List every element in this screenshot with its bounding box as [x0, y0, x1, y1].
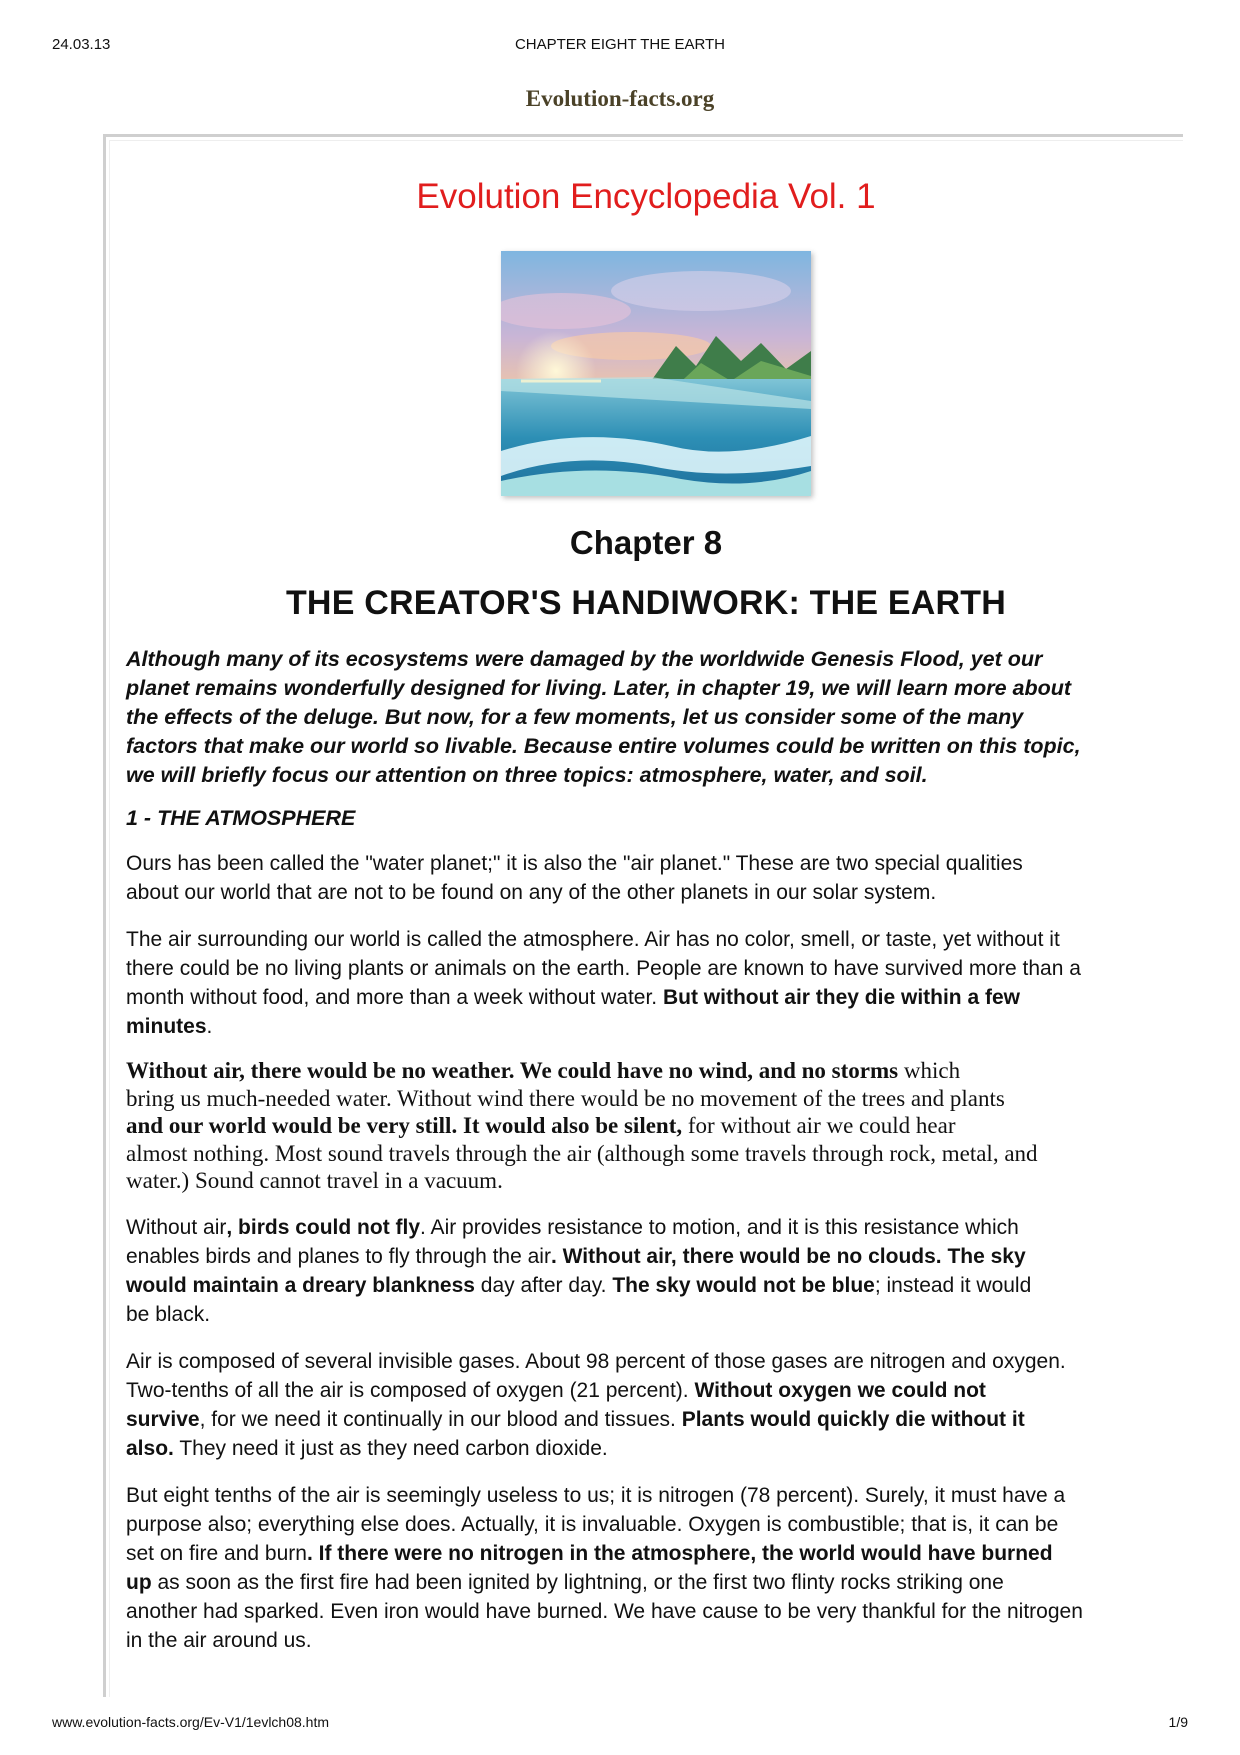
text: water.) Sound cannot travel in a vacuum. — [126, 1168, 503, 1193]
chapter-title: THE CREATOR'S HANDIWORK: THE EARTH — [285, 584, 1007, 622]
seascape-painting-image — [501, 251, 811, 496]
intro-line: Although many of its ecosystems were damaged by the worldwide Genesis Flood, yet our — [126, 647, 1043, 671]
chapter-intro — [126, 645, 1183, 790]
emphasis: . If there were no nitrogen in the atmosphere, the world would have burned — [306, 1541, 1053, 1565]
intro-line: planet remains wonderfully designed for living. Later, in chapter 19, we will learn more about — [126, 676, 1072, 700]
text: Air is composed of several invisible gases. About 98 percent of those gases are nitrogen and oxygen. — [126, 1349, 1066, 1373]
paragraph-atmosphere — [126, 925, 1183, 1041]
text: month without food, and more than a week without water. — [126, 986, 663, 1009]
text: which — [898, 1058, 961, 1083]
text: for without air we could hear — [682, 1113, 956, 1138]
text: another had sparked. Even iron would have burned. We have cause to be very thankful for the nitrogen — [126, 1599, 1083, 1623]
paragraph-weather — [126, 1057, 1183, 1195]
text: be black. — [126, 1302, 211, 1326]
print-header-title: CHAPTER EIGHT THE EARTH — [514, 36, 726, 53]
emphasis: up — [126, 1570, 152, 1594]
emphasis: would maintain a dreary blankness — [126, 1273, 475, 1297]
text: ; instead it would — [874, 1273, 1032, 1297]
text: . Air provides resistance to motion, and it is this resistance which — [420, 1215, 1019, 1239]
print-footer-url: www.evolution-facts.org/Ev-V1/1evlch08.htm — [52, 1714, 330, 1730]
text: They need it just as they need carbon dioxide. — [173, 1436, 608, 1460]
text: bring us much-needed water. Without wind there would be no movement of the trees and plants — [126, 1085, 1005, 1111]
chapter-number: Chapter 8 — [569, 524, 723, 561]
paragraph-air-planet — [126, 849, 1183, 907]
print-header-date: 24.03.13 — [52, 36, 111, 53]
intro-line: factors that make our world so livable. Because entire volumes could be written on this topic, — [126, 734, 1081, 758]
intro-line: the effects of the deluge. But now, for a few moments, let us consider some of the many — [126, 705, 1024, 729]
text: in the air around us. — [126, 1628, 312, 1652]
emphasis: Plants would quickly die without it — [681, 1407, 1025, 1431]
paragraph-nitrogen — [126, 1481, 1183, 1655]
text: But eight tenths of the air is seemingly useless to us; it is nitrogen (78 percent). Surely, it must have a — [126, 1483, 1066, 1507]
section-heading-atmosphere: 1 - THE ATMOSPHERE — [126, 806, 356, 830]
paragraph-gases — [126, 1347, 1183, 1463]
text: as soon as the first fire had been ignited by lightning, or the first two flinty rocks striking one — [151, 1570, 1004, 1594]
article-content — [126, 137, 1183, 1655]
emphasis: . Without air, there would be no clouds. The sky — [550, 1244, 1026, 1268]
emphasis: , birds could not fly — [226, 1215, 421, 1239]
print-footer-page-number: 1/9 — [1168, 1714, 1188, 1730]
emphasis: minutes — [126, 1015, 207, 1038]
text: , for we need it continually in our blood and tissues. — [199, 1407, 682, 1431]
text: about our world that are not to be found on any of the other planets in our solar system. — [126, 881, 937, 904]
content-frame — [103, 134, 1183, 1697]
emphasis: Without air, there would be no weather. We could have no wind, and no storms — [126, 1058, 899, 1083]
emphasis: also. — [126, 1436, 174, 1460]
text: enables birds and planes to fly through the air — [126, 1244, 551, 1268]
intro-line: we will briefly focus our attention on three topics: atmosphere, water, and soil. — [126, 763, 928, 787]
text: purpose also; everything else does. Actually, it is invaluable. Oxygen is combustible; that is, it can be — [126, 1512, 1059, 1536]
paragraph-birds — [126, 1213, 1183, 1329]
text: Two-tenths of all the air is composed of oxygen (21 percent). — [126, 1378, 695, 1402]
text: Without air — [126, 1215, 227, 1239]
text: Ours has been called the "water planet;" it is also the "air planet." These are two special qualities — [126, 852, 1023, 875]
text: there could be no living plants or animals on the earth. People are known to have survived more than a — [126, 957, 1081, 980]
emphasis: survive — [126, 1407, 200, 1431]
text: . — [206, 1015, 213, 1038]
site-name-link[interactable]: Evolution-facts.org — [525, 86, 715, 111]
emphasis: Without oxygen we could not — [694, 1378, 986, 1402]
emphasis: The sky would not be blue — [612, 1273, 875, 1297]
text: set on fire and burn — [126, 1541, 307, 1565]
encyclopedia-title: Evolution Encyclopedia Vol. 1 — [416, 177, 876, 216]
text: The air surrounding our world is called the atmosphere. Air has no color, smell, or taste, yet without it — [126, 928, 1060, 951]
emphasis: and our world would be very still. It would also be silent, — [126, 1113, 683, 1138]
emphasis: But without air they die within a few — [662, 986, 1020, 1009]
text: almost nothing. Most sound travels through the air (although some travels through rock, metal, and — [126, 1140, 1038, 1166]
text: day after day. — [474, 1273, 613, 1297]
